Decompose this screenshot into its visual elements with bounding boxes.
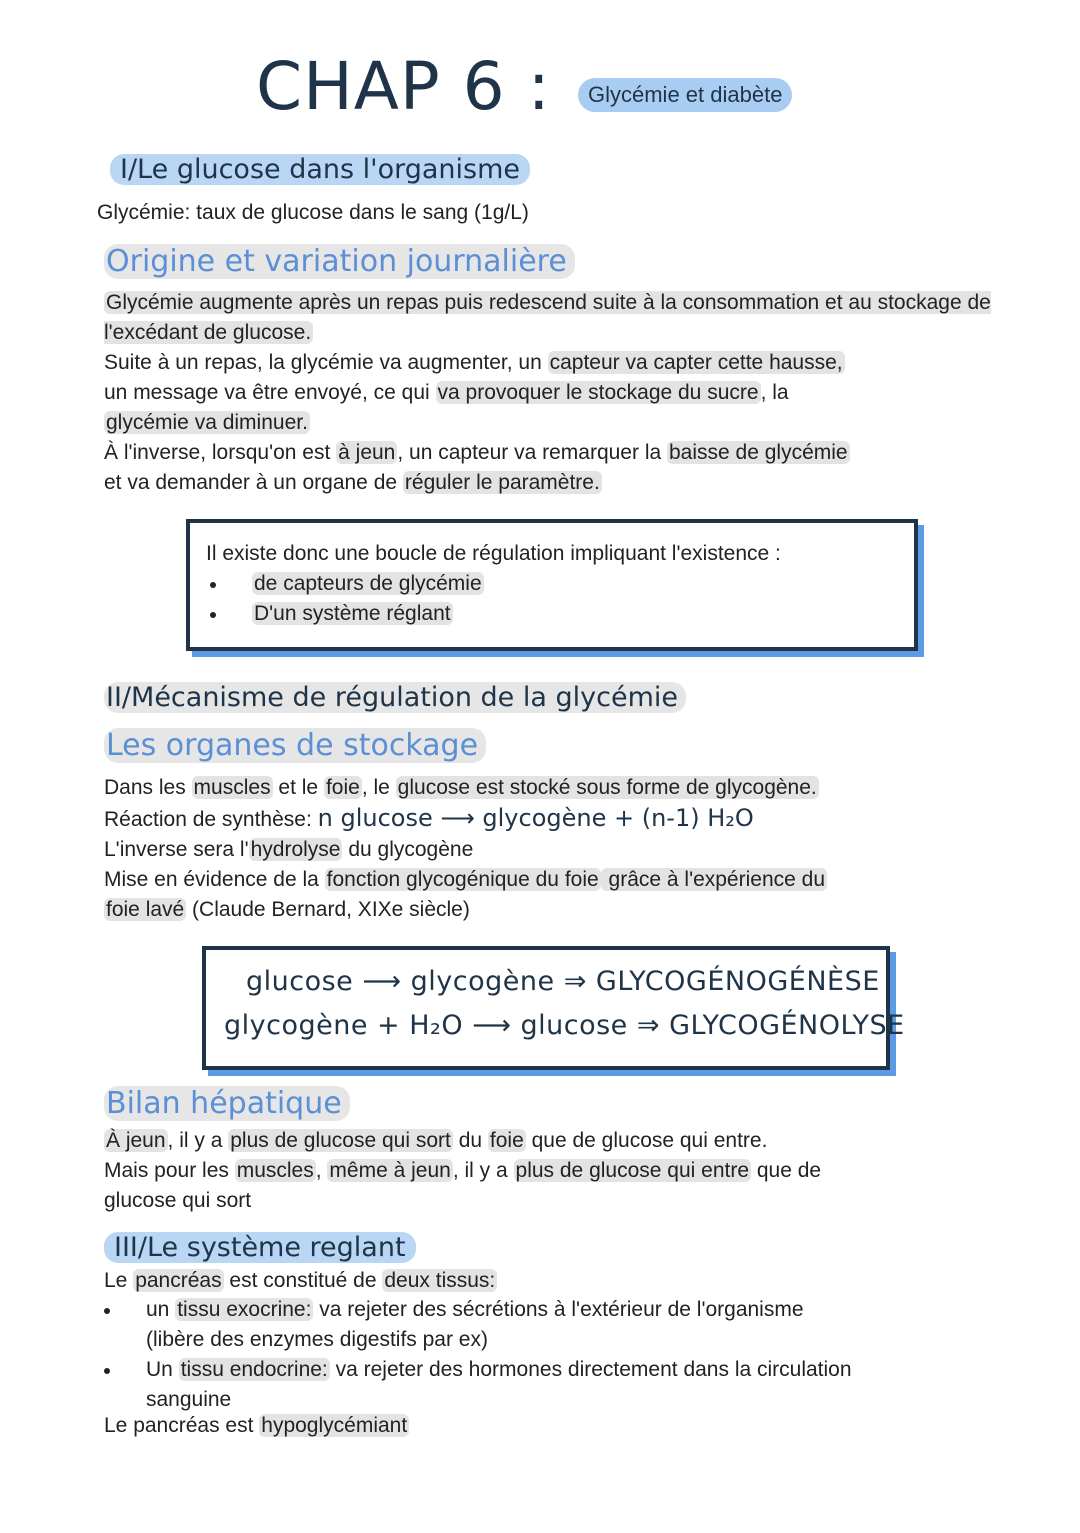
section-2-heading: II/Mécanisme de régulation de la glycémie xyxy=(104,682,686,713)
paragraph-origine: Glycémie augmente après un repas puis redescend suite à la consommation et au stockage de l'excédant de glucose. xyxy=(104,291,991,344)
page-title: CHAP 6 : xyxy=(256,48,551,125)
list-item: Un tissu endocrine: va rejeter des hormones directement dans la circulation sanguine xyxy=(104,1355,852,1415)
regulation-loop-list xyxy=(206,569,484,629)
list-item: de capteurs de glycémie xyxy=(206,569,484,599)
paragraph-stockage: Dans les muscles et le foie, le glucose est stocké sous forme de glycogène. Réaction de synthèse: n glucose ⟶ glycogène + (n-1) H₂O L'inverse sera l'hydrolyse du glycogène Mise en évidence de la fonction glycogénique du foie grâce à l'expérience du foie lavé (Claude Bernard, XIXe siècle) xyxy=(104,776,826,921)
section-1-heading: I/Le glucose dans l'organisme xyxy=(110,154,530,185)
glycogenogenese-formula: glucose ⟶ glycogène ⇒ GLYCOGÉNOGÉNÈSE xyxy=(246,966,880,997)
synthesis-formula: n glucose ⟶ glycogène + (n-1) H₂O xyxy=(317,804,754,832)
pancreas-conclusion: Le pancréas est hypoglycémiant xyxy=(104,1414,408,1437)
regulation-loop-intro: Il existe donc une boucle de régulation impliquant l'existence : xyxy=(206,542,781,565)
glycemie-definition: Glycémie: taux de glucose dans le sang (1g/L) xyxy=(97,201,529,224)
paragraph-repas: Suite à un repas, la glycémie va augmenter, un capteur va capter cette hausse, un message va être envoyé, ce qui va provoquer le stockage du sucre, la glycémie va diminuer. xyxy=(104,351,843,434)
page-subtitle: Glycémie et diabète xyxy=(578,78,792,112)
pancreas-tissue-list xyxy=(104,1295,852,1415)
section-3-heading: III/Le système reglant xyxy=(104,1232,416,1263)
glycogen-reactions-box xyxy=(202,946,905,1070)
subsection-origine-heading: Origine et variation journalière xyxy=(104,244,575,279)
paragraph-pancreas: Le pancréas est constitué de deux tissus: xyxy=(104,1269,496,1292)
paragraph-bilan: À jeun, il y a plus de glucose qui sort du foie que de glucose qui entre. Mais pour les muscles, même à jeun, il y a plus de glucose qui entre que de glucose qui sort xyxy=(104,1129,822,1212)
subsection-stockage-heading: Les organes de stockage xyxy=(104,728,486,763)
list-item: un tissu exocrine: va rejeter des sécrétions à l'extérieur de l'organisme (libère des enzymes digestifs par ex) xyxy=(104,1295,852,1355)
paragraph-jeun: À l'inverse, lorsqu'on est à jeun, un capteur va remarquer la baisse de glycémie et va demander à un organe de réguler le paramètre. xyxy=(104,441,848,494)
subsection-bilan-heading: Bilan hépatique xyxy=(104,1086,350,1121)
glycogenolyse-formula: glycogène + H₂O ⟶ glucose ⇒ GLYCOGÉNOLYSE xyxy=(224,1010,905,1041)
list-item: D'un système réglant xyxy=(206,599,484,629)
regulation-loop-box xyxy=(186,519,918,651)
